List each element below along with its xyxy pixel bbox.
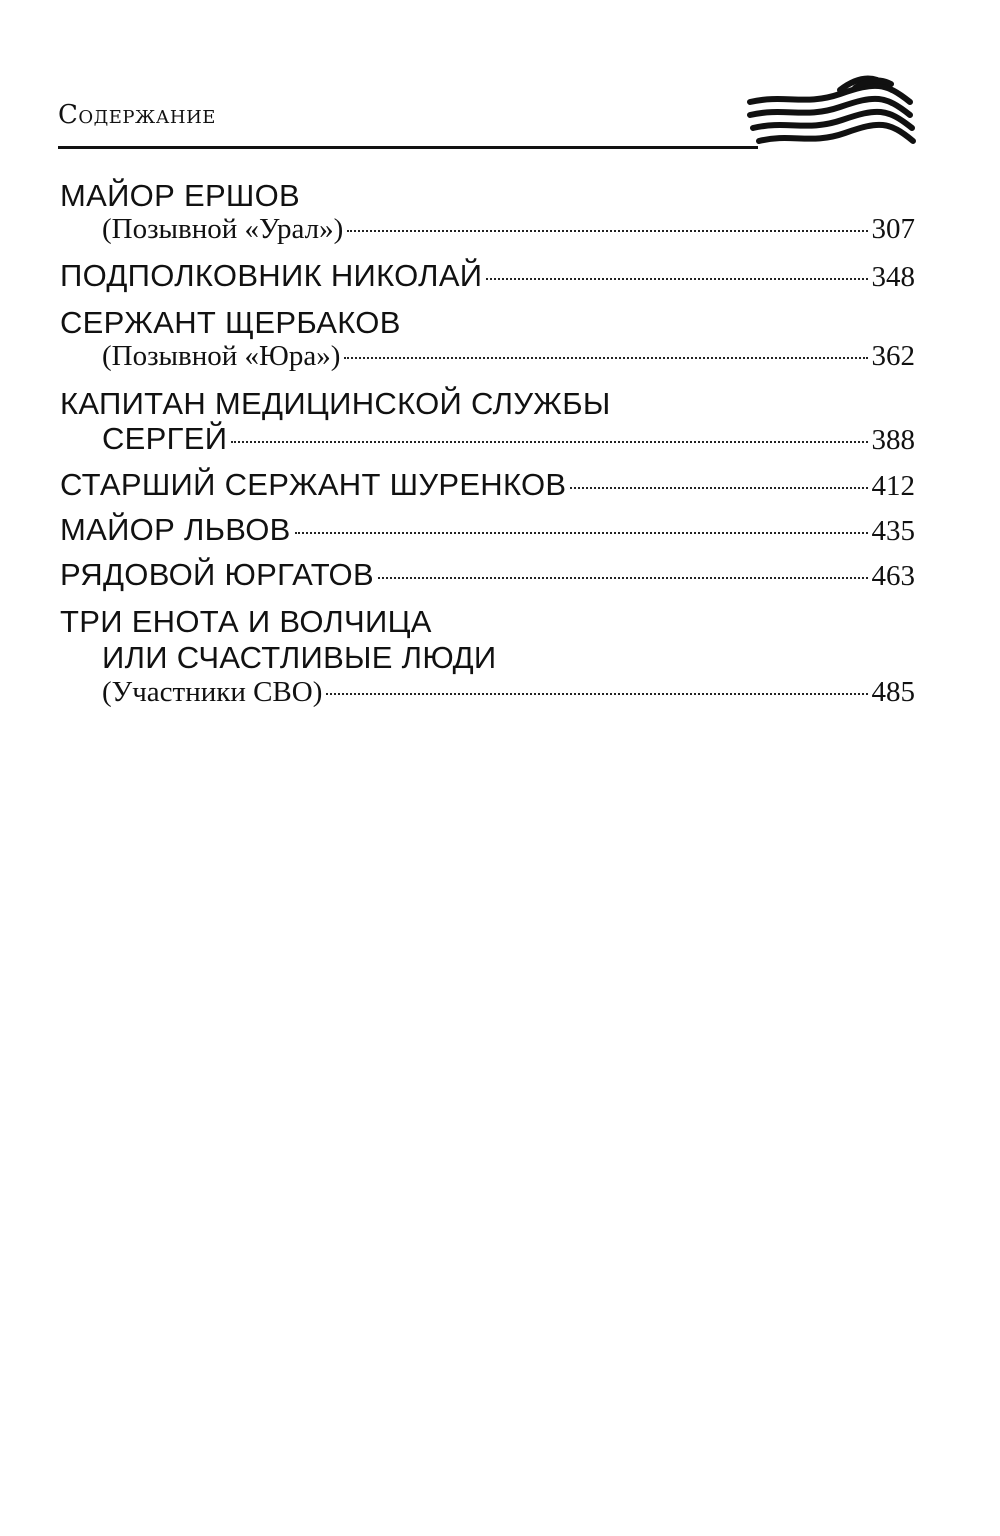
- toc-entry-line: [60, 340, 915, 373]
- toc-title-continuation: СЕРГЕЙ: [102, 421, 228, 456]
- toc-entry-title: [60, 640, 915, 676]
- dot-leader: [326, 693, 867, 695]
- dot-leader: [378, 577, 868, 579]
- toc-entry-line: [60, 467, 915, 503]
- toc-entry-title: [60, 386, 915, 422]
- dot-leader: [231, 441, 867, 443]
- toc-entry-line: [60, 512, 915, 548]
- header-divider: [58, 146, 758, 149]
- toc-page-number: 412: [871, 470, 915, 502]
- wavy-flag-ornament-icon: [745, 72, 920, 152]
- toc-entry-title: [60, 305, 915, 341]
- toc-page-number: 348: [871, 261, 915, 293]
- toc-entry-line: [60, 213, 915, 246]
- toc-title: МАЙОР ЛЬВОВ: [60, 512, 291, 547]
- toc-subtitle: (Позывной «Урал»): [102, 213, 344, 245]
- toc-page-number: 388: [871, 424, 915, 456]
- toc-page-number: 362: [871, 340, 915, 372]
- toc-entry-line: [60, 557, 915, 593]
- toc-page-number: 435: [871, 515, 915, 547]
- toc-title: ТРИ ЕНОТА И ВОЛЧИЦА: [60, 604, 432, 639]
- toc-entry-line: [60, 258, 915, 294]
- toc-title: МАЙОР ЕРШОВ: [60, 178, 301, 213]
- toc-subtitle: (Позывной «Юра»): [102, 340, 341, 372]
- toc-page-number: 463: [871, 560, 915, 592]
- toc-title: КАПИТАН МЕДИЦИНСКОЙ СЛУЖБЫ: [60, 386, 611, 421]
- toc-entry-title: [60, 178, 915, 214]
- dot-leader: [570, 487, 867, 489]
- toc-entry-line: [60, 421, 915, 457]
- toc-title: СТАРШИЙ СЕРЖАНТ ШУРЕНКОВ: [60, 467, 567, 502]
- dot-leader: [295, 532, 868, 534]
- toc-entry-line: [60, 676, 915, 709]
- toc-title: ПОДПОЛКОВНИК НИКОЛАЙ: [60, 258, 483, 293]
- toc-title-continuation: ИЛИ СЧАСТЛИВЫЕ ЛЮДИ: [102, 640, 497, 675]
- dot-leader: [344, 357, 867, 359]
- dot-leader: [347, 230, 867, 232]
- toc-subtitle: (Участники СВО): [102, 676, 323, 708]
- toc-page-number: 485: [871, 676, 915, 708]
- dot-leader: [486, 278, 867, 280]
- toc-title: РЯДОВОЙ ЮРГАТОВ: [60, 557, 374, 592]
- toc-page-number: 307: [871, 213, 915, 245]
- toc-title: СЕРЖАНТ ЩЕРБАКОВ: [60, 305, 401, 340]
- running-header: Содержание: [58, 100, 216, 130]
- toc-entry-title: [60, 604, 915, 640]
